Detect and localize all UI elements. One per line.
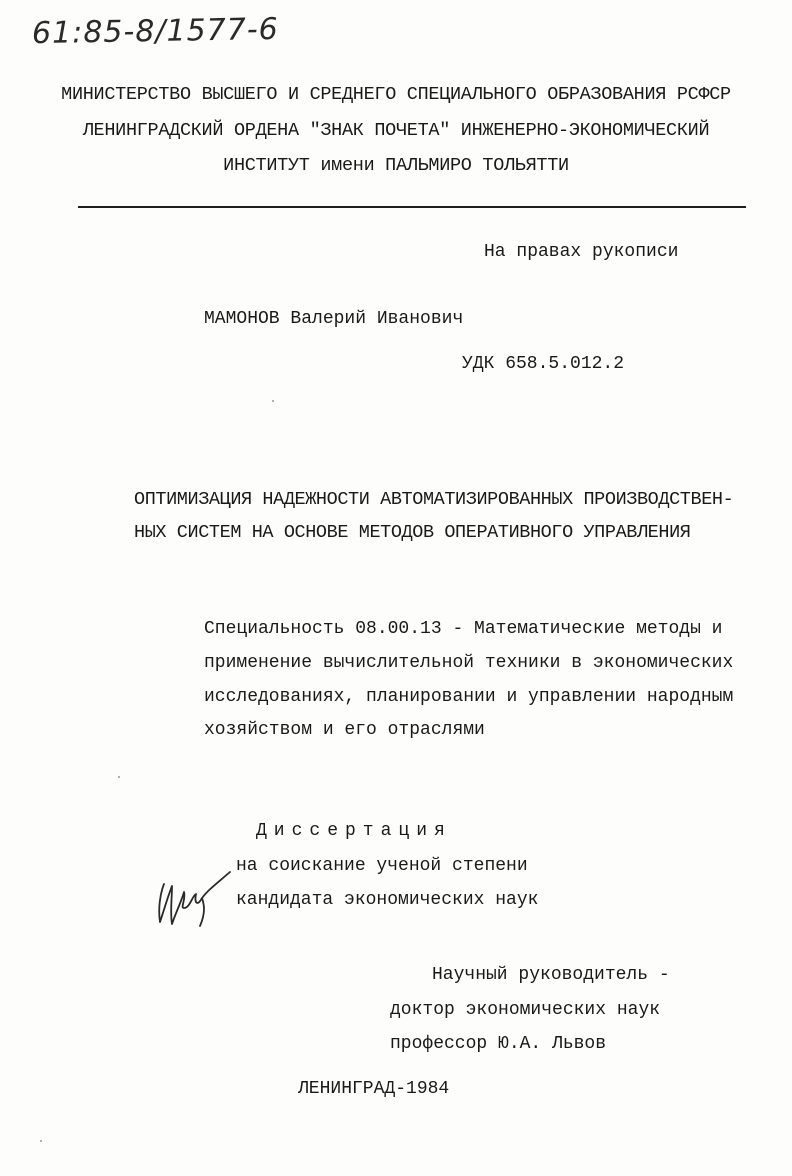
scan-speck [272, 400, 274, 402]
dissertation-degree-line-1: на соискание ученой степени [236, 856, 528, 876]
dissertation-heading: Диссертация [256, 821, 452, 841]
place-and-year: ЛЕНИНГРАД-1984 [298, 1079, 450, 1099]
scan-speck [40, 1140, 42, 1142]
archive-code-handwritten: 61:85-8/1577-6 [31, 11, 280, 52]
header-institute: ЛЕНИНГРАДСКИЙ ОРДЕНА "ЗНАК ПОЧЕТА" ИНЖЕНЕРНО-ЭКОНОМИЧЕСКИЙ [82, 120, 710, 141]
specialty-line-1: Специальность 08.00.13 - Математические методы и [204, 619, 723, 639]
dissertation-degree-line-2: кандидата экономических наук [236, 890, 539, 910]
handwritten-signature [150, 864, 240, 934]
title-line-1: ОПТИМИЗАЦИЯ НАДЕЖНОСТИ АВТОМАТИЗИРОВАННЫХ ПРОИЗВОДСТВЕН- [134, 489, 734, 510]
header-institute-name: ИНСТИТУТ имени ПАЛЬМИРО ТОЛЬЯТТИ [223, 155, 569, 176]
specialty-line-4: хозяйством и его отраслями [204, 720, 485, 740]
author-name: МАМОНОВ Валерий Иванович [204, 309, 464, 329]
udc-code: УДК 658.5.012.2 [462, 354, 625, 374]
title-line-2: НЫХ СИСТЕМ НА ОСНОВЕ МЕТОДОВ ОПЕРАТИВНОГО УПРАВЛЕНИЯ [134, 522, 691, 543]
header-ministry: МИНИСТЕРСТВО ВЫСШЕГО И СРЕДНЕГО СПЕЦИАЛЬНОГО ОБРАЗОВАНИЯ РСФСР [61, 84, 731, 105]
specialty-line-2: применение вычислительной техники в экономических [204, 653, 734, 673]
manuscript-note: На правах рукописи [484, 242, 679, 262]
header-divider [78, 206, 746, 208]
scan-speck [118, 776, 120, 778]
supervisor-name: профессор Ю.А. Львов [390, 1034, 607, 1054]
specialty-line-3: исследованиях, планировании и управлении народным [204, 687, 734, 707]
supervisor-title: Научный руководитель - [432, 965, 670, 985]
supervisor-degree: доктор экономических наук [390, 1000, 661, 1020]
